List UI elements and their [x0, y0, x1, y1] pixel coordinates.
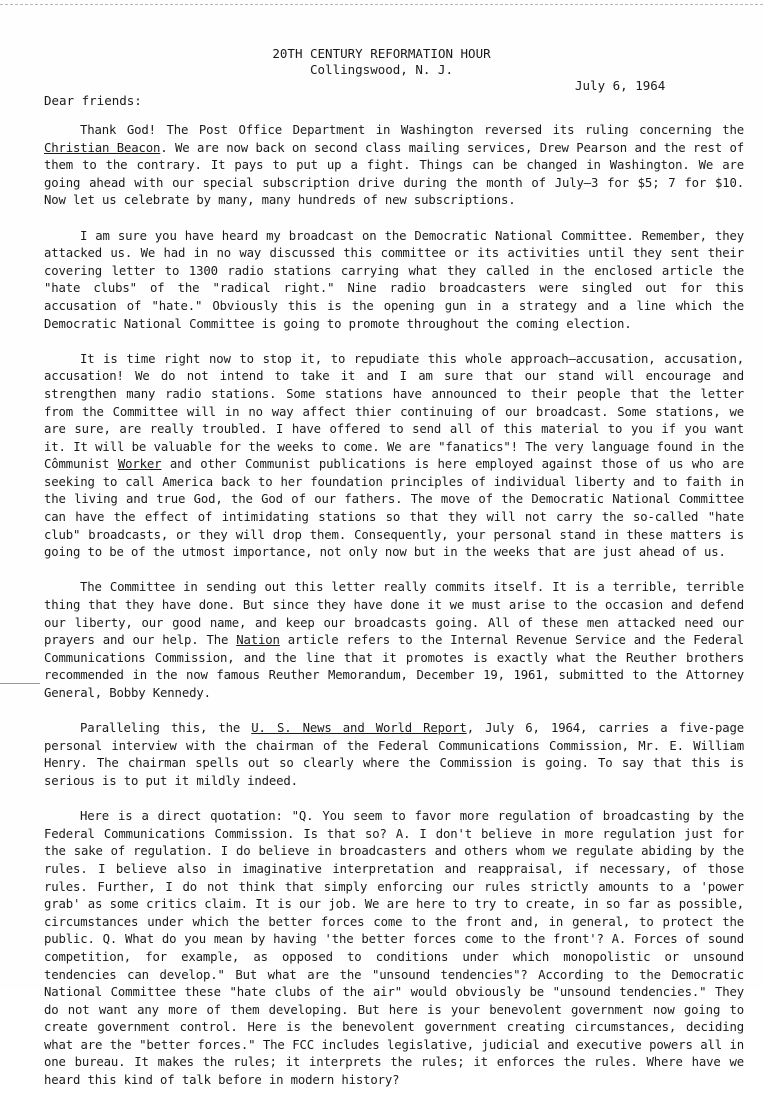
paragraph-1 — [44, 122, 744, 210]
paragraph-2 — [44, 228, 744, 334]
paragraph-text: Thank God! The Post Office Department in Washington reversed its ruling concerning the — [80, 123, 744, 137]
paragraph-3 — [44, 351, 744, 562]
salutation: Dear friends: — [44, 93, 142, 108]
paragraph-text: I am sure you have heard my broadcast on the Democratic National Committee. Remember, they attacked us. We had in no way discussed this committee or its activities until they sent their covering letter to 1300 radio stations carrying what they called in the enclosed article the "hate clubs" of the "radical right." Nine radio broadcasters were singled out for this accusation of "hate." Obviously this is the opening gun in a strategy and a line which the Democratic National Committee is going to promote throughout the coming election. — [44, 228, 744, 331]
paragraph-5 — [44, 720, 744, 790]
underlined-title: Worker — [117, 457, 162, 472]
page-top-edge — [0, 4, 763, 5]
underlined-title: Nation — [236, 633, 280, 648]
letter-date: July 6, 1964 — [575, 78, 666, 93]
paragraph-4 — [44, 579, 744, 702]
paragraph-text: . We are now back on second class mailing services, Drew Pearson and the rest of them to the contrary. It pays to put up a fight. Things can be changed in Washington. We are going ahead with our special subscription drive during the month of July—3 for $5; 7 for $10. Now let us celebrate by many, many hundreds of new subscriptions. — [44, 140, 744, 208]
paragraph-text: The Committee in sending out this letter really commits itself. It is a terrible, terrible thing that they have done. But since they have done it we must arise to the occasion and defend our liberty, our good name, and keep our broadcasts going. All of these men attacked need our prayers and our help. The — [44, 580, 744, 648]
underlined-title: U. S. News and World Report — [251, 721, 467, 736]
paragraph-text: , July 6, 1964, carries a five-page personal interview with the chairman of the Federal Communications Commission, Mr. E. William Henry. The chairman spells out so clearly where the Commission is going. To say that this is serious is to put it mildly indeed. — [44, 721, 744, 788]
paragraph-text: article refers to the Internal Revenue Service and the Federal Communications Commission, and the line that it promotes is exactly what the Reuther brothers recommended in the now famous Reuther Memorandum, December 19, 1961, submitted to the Attorney General, Bobby Kennedy. — [44, 633, 744, 700]
margin-rule — [0, 683, 40, 684]
letterhead — [0, 46, 763, 78]
paragraph-text: It is time right now to stop it, to repudiate this whole approach—accusation, accusation, accusation! We do not intend to take it and I am sure that our stand will encourage and strengthen many radio stations. Some stations have announced to their people that the letter from the Committee will in no way affect thier continuing of our broadcast. Some stations, we are sure, are really troubled. I have offered to send all of this material to you if you want it. It will be valuable for the weeks to come. We are "fanatics"! The very language found in the Cômmunist — [44, 351, 744, 472]
organization-name: 20TH CENTURY REFORMATION HOUR — [272, 46, 491, 61]
underlined-title: Christian Beacon — [44, 140, 161, 155]
letter-body — [44, 122, 744, 1107]
organization-city: Collingswood, N. J. — [310, 62, 453, 77]
paragraph-6 — [44, 808, 744, 1090]
paragraph-text: Here is a direct quotation: "Q. You seem to favor more regulation of broadcasting by the Federal Communications Commission. Is that so? A. I don't believe in more regulation just for the sake of regulation. I do believe in broadcasters and others whom we regulate abiding by the rules. I believe also in imaginative interpretation and reappraisal, if necessary, of those rules. Further, I do not think that simply enforcing our rules strictly amounts to a 'power grab' as some critics claim. It is our job. We are here to try to create, in so far as possible, circumstances under which the better forces come to the front and, in general, to protect the public. Q. What do you mean by having 'the better forces come to the front'? A. Forces of sound competition, for example, as opposed to conditions under which monopolistic or unsound tendencies can develop." But what are the "unsound tendencies"? According to the Democratic National Committee these "hate clubs of the air" would obviously be "unsound tendencies." They do not want any more of them developing. But here is your benevolent government now going to create government control. Here is the benevolent government creating circumstances, deciding what are the "better forces." The FCC includes legislative, judicial and executive powers all in one bureau. It makes the rules; it interprets the rules; it enforces the rules. Where have we heard this kind of talk before in modern history? — [44, 809, 744, 1088]
paragraph-text: Paralleling this, the — [80, 721, 252, 736]
paragraph-text: and other Communist publications is here employed against those of us who are seeking to call America back to her foundation principles of individual liberty and to faith in the living and true God, the God of our fathers. The move of the Democratic National Committee can have the effect of intimidating stations so that they will not carry the so-called "hate club" broadcasts, or they will drop them. Consequently, your personal stand in these matters is going to be of the utmost importance, not only now but in the weeks that are just ahead of us. — [44, 457, 744, 560]
